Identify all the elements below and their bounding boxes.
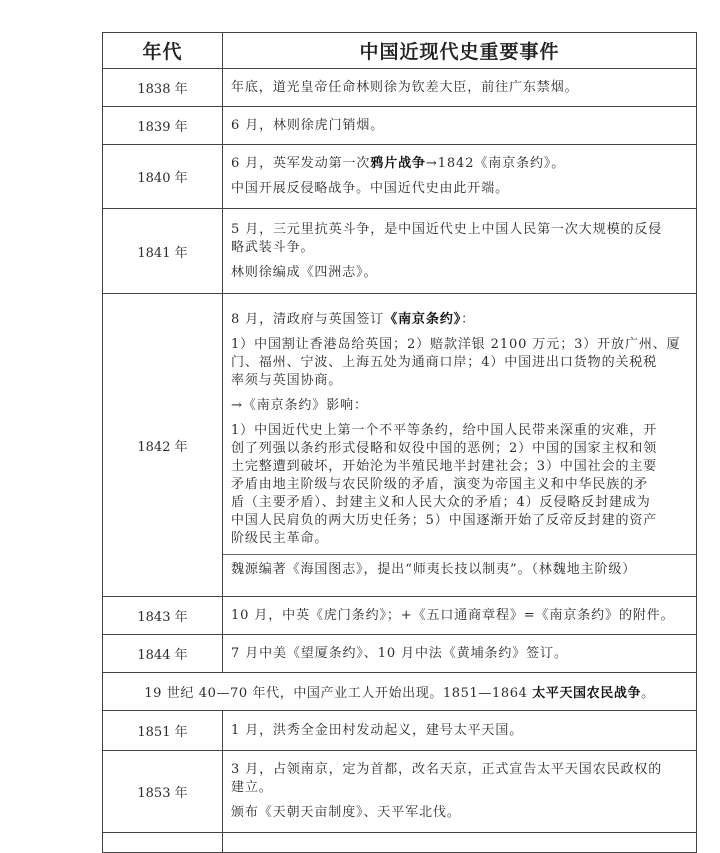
event-block: [231, 73, 690, 103]
table-row: [103, 294, 697, 597]
event-paragraph: [231, 221, 690, 257]
event-paragraph: [231, 645, 690, 663]
event-paragraph: [231, 155, 690, 173]
text-segment: →《南京条约》影响：: [231, 398, 368, 413]
text-line: [231, 607, 690, 625]
table-row: [103, 833, 697, 853]
text-line: [231, 722, 690, 740]
event-paragraph: [231, 336, 690, 390]
event-block: [231, 111, 690, 141]
text-segment: 6 月，林则徐虎门销烟。: [231, 117, 385, 133]
text-segment: 中国人民肩负的两大历史任务；5）中国逐渐开始了反帝反封建的资产: [231, 513, 658, 528]
event-paragraph: [231, 264, 690, 282]
text-line: [231, 180, 690, 198]
text-line: [231, 79, 690, 97]
event-block: [231, 215, 690, 288]
event-block: [231, 149, 690, 204]
text-line: [231, 779, 690, 797]
bold-text: 太平天国农民战争: [532, 686, 642, 701]
text-segment: 中国开展反侵略战争。中国近代史由此开端。: [231, 181, 510, 196]
text-segment: 19 世纪 40—70 年代，中国产业工人开始出现。1851—1864: [144, 686, 533, 701]
text-line: [231, 372, 690, 390]
table-row: [103, 107, 697, 145]
text-segment: 10 月，中英《虎门条约》；+《五口通商章程》=《南京条约》的附件。: [231, 607, 675, 623]
table-row: [103, 145, 697, 209]
year-cell: [103, 833, 223, 853]
event-cell: [223, 69, 697, 107]
event-block: [231, 639, 690, 669]
year-cell: 1844 年: [103, 635, 223, 673]
table-row: [103, 69, 697, 107]
year-cell: 1839 年: [103, 107, 223, 145]
history-events-table: [102, 32, 697, 853]
event-cell: [223, 294, 697, 597]
text-segment: 阶级民主革命。: [231, 531, 329, 546]
table-header-row: [103, 33, 697, 69]
text-line: [231, 397, 690, 415]
span-row-cell: [103, 673, 697, 711]
text-segment: 林则徐编成《四洲志》。: [231, 264, 378, 280]
text-segment: 魏源编著《海国图志》，提出“师夷长技以制夷”。（林魏地主阶级）: [231, 562, 637, 577]
table-row: [103, 635, 697, 673]
text-line: [231, 804, 690, 822]
table-row: [103, 597, 697, 635]
text-line: [231, 530, 690, 548]
event-cell: [223, 107, 697, 145]
year-cell: 1842 年: [103, 294, 223, 597]
table-row: [103, 209, 697, 294]
text-segment: 矛盾由地主阶级与农民阶级的矛盾，演变为帝国主义和中华民族的矛: [231, 477, 649, 492]
event-block: [223, 554, 696, 585]
text-line: [231, 336, 690, 354]
text-line: [231, 645, 690, 663]
event-cell: [223, 635, 697, 673]
year-cell: 1853 年: [103, 751, 223, 833]
text-line: [231, 155, 690, 173]
text-segment: 6 月，英军发动第一次: [231, 156, 371, 171]
event-cell: [223, 751, 697, 833]
text-line: [231, 440, 690, 458]
text-segment: 1）中国割让香港岛给英国；2）赔款洋银 2100 万元；3）开放广州、厦: [231, 337, 681, 352]
text-line: [231, 264, 690, 282]
bold-text: 鸦片战争: [370, 156, 426, 171]
event-paragraph: [231, 761, 690, 797]
text-line: [231, 761, 690, 779]
event-cell: [223, 711, 697, 751]
text-segment: 建立。: [231, 780, 273, 795]
event-paragraph: [231, 722, 690, 740]
event-block: [231, 601, 690, 631]
text-segment: 门、福州、宁波、上海五处为通商口岸；4）中国进出口货物的关税税: [231, 355, 658, 370]
text-segment: 年底，道光皇帝任命林则徐为钦差大臣，前往广东禁烟。: [231, 79, 579, 95]
text-segment: 1 月，洪秀全金田村发动起义，建号太平天国。: [231, 722, 524, 738]
table-row: [103, 673, 697, 711]
year-column-header: 年代: [103, 33, 223, 69]
year-cell: 1851 年: [103, 711, 223, 751]
text-segment: 5 月，三元里抗英斗争，是中国近代史上中国人民第一次大规模的反侵: [231, 221, 663, 237]
text-line: [231, 117, 690, 135]
text-segment: →1842《南京条约》。: [425, 156, 566, 171]
event-paragraph: [231, 117, 690, 135]
year-cell: 1843 年: [103, 597, 223, 635]
table-row: [103, 751, 697, 833]
text-line: [231, 458, 690, 476]
event-cell: [223, 145, 697, 209]
bold-text: 《南京条约》: [384, 312, 462, 327]
text-line: [231, 422, 690, 440]
event-block: [231, 716, 690, 746]
year-cell: 1838 年: [103, 69, 223, 107]
event-paragraph: [231, 422, 690, 548]
text-line: [231, 311, 690, 329]
event-block: [223, 305, 696, 554]
event-paragraph: [231, 311, 690, 329]
text-line: [231, 239, 690, 257]
text-segment: 创了列强以条约形式侵略和奴役中国的恶例；2）中国的国家主权和领: [231, 441, 658, 456]
text-line: [231, 561, 690, 579]
event-paragraph: [231, 607, 690, 625]
text-segment: 略武装斗争。: [231, 239, 315, 255]
text-segment: 颁布《天朝天亩制度》、天平军北伐。: [231, 805, 461, 820]
event-paragraph: [231, 180, 690, 198]
event-cell: [223, 597, 697, 635]
year-cell: 1841 年: [103, 209, 223, 294]
table-row: [103, 711, 697, 751]
text-segment: 率须与英国协商。: [231, 373, 343, 388]
event-cell: [223, 833, 697, 853]
text-segment: 土完整遭到破坏，开始沦为半殖民地半封建社会；3）中国社会的主要: [231, 459, 658, 474]
events-column-header: 中国近现代史重要事件: [223, 33, 697, 69]
text-segment: 3 月，占领南京，定为首都，改名天京，正式宣告太平天国农民政权的: [231, 762, 663, 777]
text-segment: 1）中国近代史上第一个不平等条约，给中国人民带来深重的灾难，开: [231, 423, 658, 438]
text-segment: 盾（主要矛盾）、封建主义和人民大众的矛盾；4）反侵略反封建成为: [231, 495, 651, 510]
event-paragraph: [231, 561, 690, 579]
event-paragraph: [231, 397, 690, 415]
event-paragraph: [231, 804, 690, 822]
event-block: [231, 755, 690, 828]
text-line: [231, 354, 690, 372]
year-cell: 1840 年: [103, 145, 223, 209]
text-segment: ：: [461, 312, 476, 327]
event-paragraph: [231, 79, 690, 97]
text-line: [231, 512, 690, 530]
text-segment: 。: [641, 686, 655, 701]
event-cell: [223, 209, 697, 294]
text-segment: 7 月中美《望厦条约》、10 月中法《黄埔条约》签订。: [231, 645, 568, 661]
text-line: [231, 494, 690, 512]
text-segment: 8 月，清政府与英国签订: [231, 312, 385, 327]
text-line: [231, 476, 690, 494]
text-line: [231, 221, 690, 239]
